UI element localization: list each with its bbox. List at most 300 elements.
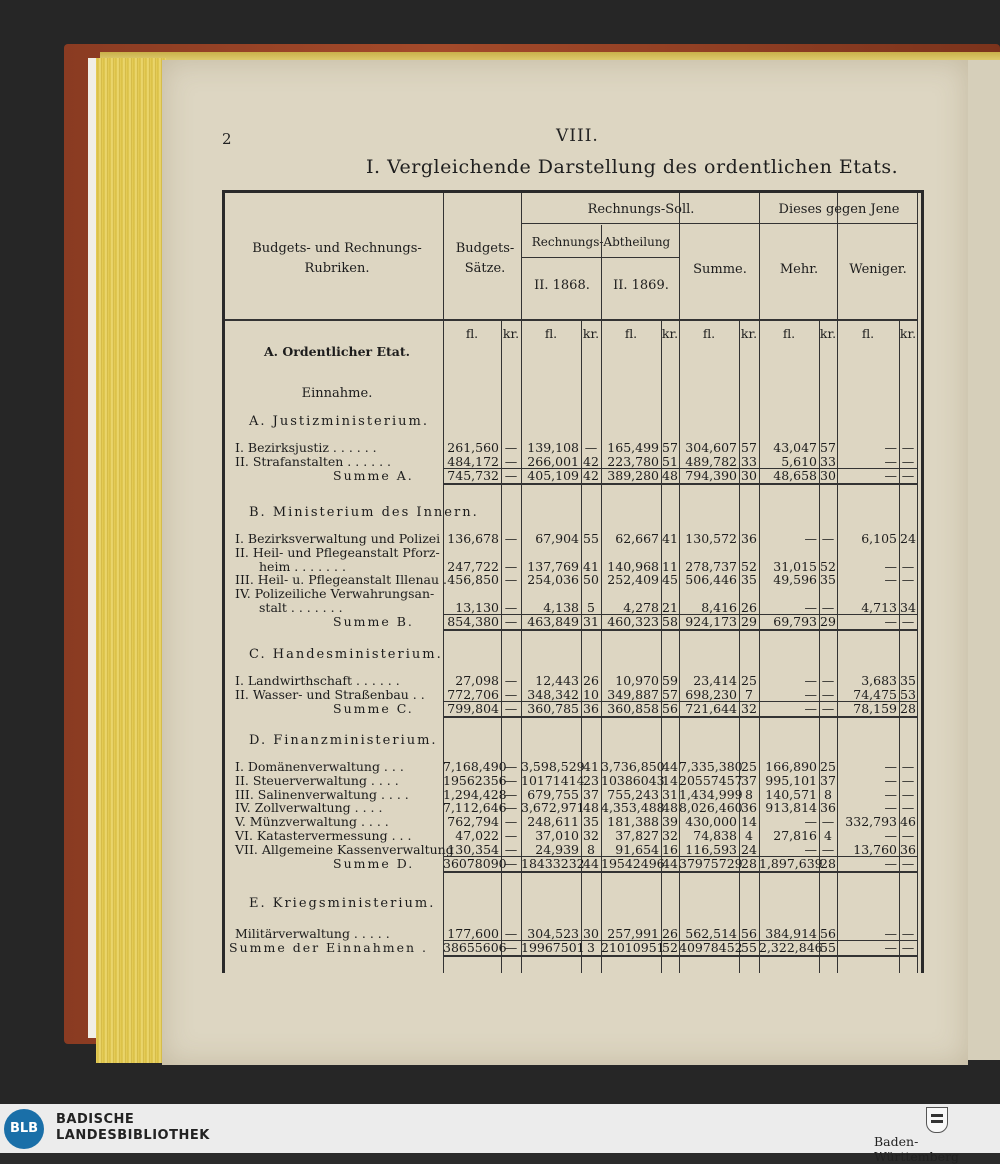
row-label: II. Strafanstalten . . . . . . <box>235 453 392 469</box>
cell-fl: 360,785 <box>527 700 579 716</box>
cell-kr: — <box>504 686 518 702</box>
cell-fl: 137,769 <box>527 558 579 574</box>
cell-kr: 41 <box>662 531 678 546</box>
cell-fl: 24,939 <box>535 841 579 857</box>
cell-fl: 384,914 <box>765 926 817 941</box>
cell-fl: 19967501 <box>521 939 585 955</box>
cell-kr: 36 <box>820 800 836 816</box>
cell-fl: 62,667 <box>615 531 659 546</box>
cell-fl: 762,794 <box>447 814 499 830</box>
cell-kr: 46 <box>900 814 916 830</box>
cell-fl: 4,713 <box>861 600 897 615</box>
unit-kr: kr. <box>582 326 600 341</box>
cell-kr: — <box>901 855 915 871</box>
unit-kr: kr. <box>819 326 837 341</box>
cell-fl: 140,968 <box>607 558 659 574</box>
cell-kr: 48 <box>662 800 678 816</box>
cell-fl: 913,814 <box>765 800 817 816</box>
cell-fl: 506,446 <box>685 572 737 588</box>
cell-fl: 13,130 <box>455 600 499 615</box>
sum-label: Summe B. <box>333 613 414 629</box>
unit-kr: kr. <box>740 326 758 341</box>
cell-fl: 772,706 <box>447 686 499 702</box>
cell-fl: 755,243 <box>607 786 659 802</box>
cell-kr: 48 <box>583 800 599 816</box>
cell-kr: — <box>821 814 835 830</box>
ministry-title: B. Ministerium des Innern. <box>249 505 479 520</box>
row-label: I. Domänenverwaltung . . . <box>235 759 404 774</box>
cell-kr: — <box>504 467 518 483</box>
cell-kr: 14 <box>741 814 757 830</box>
cell-fl: 23,414 <box>693 673 737 688</box>
blb-logo[interactable]: BLB <box>4 1109 44 1149</box>
cell-fl: 348,342 <box>527 686 579 702</box>
cell-fl: 261,560 <box>447 440 499 455</box>
sum-rule-bottom <box>443 871 917 873</box>
cell-fl: 67,904 <box>535 531 579 546</box>
row-label-cont: stalt . . . . . . . <box>259 600 343 615</box>
cell-fl: 10171414 <box>521 772 585 788</box>
cell-kr: 42 <box>583 453 599 469</box>
cell-kr: 28 <box>741 855 757 871</box>
cell-fl: 19562356 <box>443 772 507 788</box>
cell-kr: — <box>901 939 915 955</box>
cell-kr: 24 <box>741 841 757 857</box>
cell-kr: 44 <box>662 855 678 871</box>
row-label: III. Salinenverwaltung . . . . <box>235 786 409 802</box>
cell-kr: 56 <box>662 700 678 716</box>
cell-fl: — <box>804 531 817 546</box>
cell-fl: — <box>884 786 897 802</box>
cell-fl: 78,159 <box>853 700 897 716</box>
cell-kr: 57 <box>662 686 678 702</box>
cell-fl: 2,322,846 <box>759 939 823 955</box>
cell-kr: 30 <box>741 467 757 483</box>
sum-rule-bottom <box>443 716 917 718</box>
cell-fl: — <box>804 814 817 830</box>
cell-kr: 29 <box>741 613 757 629</box>
cell-fl: — <box>884 772 897 788</box>
cell-kr: 36 <box>741 800 757 816</box>
table-vline-kr <box>581 319 582 973</box>
unit-kr: kr. <box>661 326 679 341</box>
ministry-title: C. Handesministerium. <box>249 647 443 662</box>
cell-kr: 8 <box>824 786 832 802</box>
header-1869: II. 1869. <box>613 278 669 293</box>
ministry-title: E. Kriegsministerium. <box>249 896 436 911</box>
cell-kr: — <box>504 700 518 716</box>
cell-fl: — <box>884 467 897 483</box>
cell-kr: — <box>504 772 518 788</box>
cell-kr: 55 <box>583 531 599 546</box>
cell-kr: 7 <box>745 686 753 702</box>
cell-fl: 7,168,490 <box>443 759 507 774</box>
cell-kr: — <box>821 841 835 857</box>
header-mehr: Mehr. <box>779 262 819 277</box>
cell-kr: 21 <box>662 600 678 615</box>
unit-kr: kr. <box>899 326 917 341</box>
cell-kr: — <box>504 558 518 574</box>
cell-fl: 484,172 <box>447 453 499 469</box>
cell-kr: — <box>504 814 518 830</box>
cell-fl: 266,001 <box>527 453 579 469</box>
cell-fl: 794,390 <box>685 467 737 483</box>
cell-fl: 304,523 <box>527 926 579 941</box>
budget-table <box>222 190 924 973</box>
cell-kr: 48 <box>662 467 678 483</box>
cell-kr: — <box>901 453 915 469</box>
sum-rule-top <box>443 856 917 857</box>
cell-fl: 43,047 <box>773 440 817 455</box>
cell-fl: 8,026,460 <box>679 800 743 816</box>
cell-fl: — <box>884 939 897 955</box>
cell-fl: — <box>804 673 817 688</box>
row-label: III. Heil- u. Pflegeanstalt Illenau . <box>235 572 448 588</box>
row-label: I. Bezirksverwaltung und Polizei <box>235 531 441 546</box>
cell-kr: — <box>504 800 518 816</box>
cell-fl: 252,409 <box>607 572 659 588</box>
cell-fl: 74,838 <box>693 828 737 843</box>
table-vline-kr <box>899 319 900 973</box>
cell-fl: — <box>884 855 897 871</box>
cell-fl: 37,827 <box>615 828 659 843</box>
cell-kr: 26 <box>662 926 678 941</box>
unit-fl: fl. <box>702 326 716 341</box>
cell-fl: 165,499 <box>607 440 659 455</box>
header-rubric: Budgets- und Rechnungs-Rubriken. <box>252 241 422 276</box>
cell-kr: 53 <box>900 686 916 702</box>
table-hline <box>521 223 917 224</box>
cell-kr: 57 <box>820 440 836 455</box>
table-vline-kr <box>661 319 662 973</box>
cell-kr: 56 <box>820 926 836 941</box>
cell-fl: 304,607 <box>685 440 737 455</box>
cell-kr: 36 <box>900 841 916 857</box>
cell-kr: 57 <box>741 440 757 455</box>
cell-kr: 55 <box>820 939 836 955</box>
cell-kr: — <box>821 600 835 615</box>
cell-kr: 37 <box>583 786 599 802</box>
cell-kr: 35 <box>741 572 757 588</box>
cell-kr: 59 <box>662 673 678 688</box>
coat-of-arms-icon <box>926 1107 948 1133</box>
cell-fl: — <box>804 686 817 702</box>
cell-fl: 10,970 <box>615 673 659 688</box>
cell-fl: 140,571 <box>765 786 817 802</box>
cell-fl: 247,722 <box>447 558 499 574</box>
cell-kr: 37 <box>820 772 836 788</box>
row-label: II. Steuerverwaltung . . . . <box>235 772 399 788</box>
cell-fl: 48,658 <box>773 467 817 483</box>
sum-label: Summe D. <box>333 855 415 871</box>
cell-kr: 28 <box>820 855 836 871</box>
cell-fl: 10386043 <box>601 772 665 788</box>
cell-fl: 7,335,380 <box>679 759 743 774</box>
cell-fl: 21010951 <box>601 939 665 955</box>
cell-kr: — <box>504 440 518 455</box>
cell-kr: 34 <box>900 600 916 615</box>
ministry-title: A. Justizministerium. <box>249 414 429 429</box>
cell-kr: 36 <box>741 531 757 546</box>
cell-fl: 995,101 <box>765 772 817 788</box>
cell-kr: 35 <box>583 814 599 830</box>
cell-fl: 20557457 <box>679 772 743 788</box>
cell-fl: 6,105 <box>861 531 897 546</box>
cell-fl: 456,850 <box>447 572 499 588</box>
cell-fl: — <box>884 828 897 843</box>
cell-fl: — <box>804 700 817 716</box>
sum-rule-bottom <box>443 483 917 485</box>
row-label-cont: heim . . . . . . . <box>259 558 346 574</box>
cell-kr: — <box>504 786 518 802</box>
partner-name: Baden-Württemberg <box>874 1134 960 1164</box>
cell-fl: 4,278 <box>623 600 659 615</box>
cell-fl: — <box>884 572 897 588</box>
header-vergleich: Dieses gegen Jene <box>778 202 900 217</box>
cell-fl: 721,644 <box>685 700 737 716</box>
sum-rule-top <box>443 614 917 615</box>
cell-fl: 430,000 <box>685 814 737 830</box>
table-hline <box>521 257 679 258</box>
cell-fl: 19542496 <box>601 855 665 871</box>
cell-kr: 41 <box>583 558 599 574</box>
sum-rule-bottom <box>443 629 917 631</box>
cell-kr: 52 <box>662 939 678 955</box>
row-label: IV. Zollverwaltung . . . . <box>235 800 383 816</box>
cell-fl: 254,036 <box>527 572 579 588</box>
section-einnahme: Einnahme. <box>301 386 373 401</box>
cell-fl: 360,858 <box>607 700 659 716</box>
page-number: 2 <box>222 130 232 148</box>
cell-kr: 31 <box>662 786 678 802</box>
cell-fl: 38655606 <box>443 939 507 955</box>
cell-fl: — <box>804 600 817 615</box>
cell-fl: 679,755 <box>527 786 579 802</box>
cell-kr: — <box>504 572 518 588</box>
cell-kr: — <box>901 440 915 455</box>
table-vline <box>917 193 918 973</box>
row-label: IV. Polizeiliche Verwahrungsan- <box>235 586 435 602</box>
cell-kr: 8 <box>587 841 595 857</box>
unit-fl: fl. <box>861 326 875 341</box>
sum-label: Summe C. <box>333 700 414 716</box>
cell-kr: — <box>504 828 518 843</box>
cell-kr: — <box>821 686 835 702</box>
header-weniger: Weniger. <box>849 262 907 277</box>
cell-kr: 37 <box>741 772 757 788</box>
cell-kr: 30 <box>583 926 599 941</box>
cell-fl: 5,610 <box>781 453 817 469</box>
cell-kr: — <box>504 531 518 546</box>
cell-fl: 223,780 <box>607 453 659 469</box>
cell-fl: 1,434,999 <box>679 786 743 802</box>
cell-kr: 51 <box>662 453 678 469</box>
cell-fl: 36078090 <box>443 855 507 871</box>
cell-fl: 745,732 <box>447 467 499 483</box>
cell-kr: — <box>901 613 915 629</box>
sum-label: Summe der Einnahmen . <box>229 939 429 955</box>
row-label: II. Wasser- und Straßenbau . . <box>235 686 425 702</box>
cell-fl: 1,294,428 <box>443 786 507 802</box>
page-edge-white <box>88 58 96 1038</box>
cell-fl: 18433232 <box>521 855 585 871</box>
cell-kr: — <box>821 700 835 716</box>
cell-kr: 36 <box>583 700 599 716</box>
library-name[interactable] <box>56 1112 210 1144</box>
unit-fl: fl. <box>465 326 479 341</box>
cell-fl: 389,280 <box>607 467 659 483</box>
cell-kr: — <box>901 572 915 588</box>
cell-kr: 32 <box>583 828 599 843</box>
cell-kr: 3 <box>587 939 595 955</box>
page-title: I. Vergleichende Darstellung des ordentlichen Etats. <box>366 156 899 178</box>
sum-rule-top <box>443 701 917 702</box>
cell-kr: 58 <box>662 613 678 629</box>
cell-fl: 69,793 <box>773 613 817 629</box>
cell-fl: 854,380 <box>447 613 499 629</box>
section-ordentlich: A. Ordentlicher Etat. <box>263 344 411 359</box>
cell-kr: — <box>901 800 915 816</box>
cell-fl: 924,173 <box>685 613 737 629</box>
cell-kr: — <box>901 759 915 774</box>
cell-fl: 13,760 <box>853 841 897 857</box>
cell-fl: 49,596 <box>773 572 817 588</box>
cell-fl: 405,109 <box>527 467 579 483</box>
cell-fl: 4,353,488 <box>601 800 665 816</box>
cell-kr: — <box>901 772 915 788</box>
cell-fl: 799,804 <box>447 700 499 716</box>
header-1868: II. 1868. <box>534 278 590 293</box>
header-abtheilung: Rechnungs-Abtheilung <box>531 235 671 249</box>
cell-fl: 3,683 <box>861 673 897 688</box>
cell-kr: 42 <box>583 467 599 483</box>
cell-kr: 25 <box>741 673 757 688</box>
cell-kr: — <box>821 531 835 546</box>
cell-kr: 32 <box>662 828 678 843</box>
cell-fl: 40978452 <box>679 939 743 955</box>
cell-kr: — <box>901 828 915 843</box>
cell-kr: 32 <box>741 700 757 716</box>
cell-kr: — <box>901 467 915 483</box>
cell-kr: 44 <box>662 759 678 774</box>
cell-fl: 698,230 <box>685 686 737 702</box>
cell-fl: 332,793 <box>845 814 897 830</box>
cell-kr: 23 <box>583 772 599 788</box>
cell-kr: — <box>901 558 915 574</box>
cell-kr: 10 <box>583 686 599 702</box>
cell-fl: 278,737 <box>685 558 737 574</box>
library-name-line2: LANDESBIBLIOTHEK <box>56 1128 210 1143</box>
cell-fl: 181,388 <box>607 814 659 830</box>
sum-label: Summe A. <box>333 467 414 483</box>
row-label: VI. Katastervermessung . . . <box>235 828 412 843</box>
unit-kr: kr. <box>502 326 520 341</box>
cell-kr: — <box>821 673 835 688</box>
cell-kr: 30 <box>820 467 836 483</box>
cell-kr: 44 <box>583 855 599 871</box>
cell-kr: — <box>504 613 518 629</box>
row-label: II. Heil- und Pflegeanstalt Pforz- <box>235 544 440 560</box>
cell-fl: — <box>884 800 897 816</box>
cell-fl: — <box>884 759 897 774</box>
cell-kr: — <box>504 841 518 857</box>
right-page-edge <box>968 60 1000 1060</box>
cell-kr: 56 <box>741 926 757 941</box>
cell-kr: 28 <box>900 700 916 716</box>
row-label: I. Landwirthschaft . . . . . . <box>235 673 400 688</box>
cell-fl: 3,736,850 <box>601 759 665 774</box>
cell-fl: 27,816 <box>773 828 817 843</box>
cell-fl: — <box>884 440 897 455</box>
cell-fl: 27,098 <box>455 673 499 688</box>
cell-kr: — <box>584 440 598 455</box>
cell-kr: 39 <box>662 814 678 830</box>
cell-fl: 177,600 <box>447 926 499 941</box>
cell-kr: — <box>504 759 518 774</box>
cell-kr: — <box>504 600 518 615</box>
cell-fl: 130,354 <box>447 841 499 857</box>
sum-rule-top <box>443 468 917 469</box>
table-vline-kr <box>739 319 740 973</box>
cell-fl: 3,672,971 <box>521 800 585 816</box>
cell-fl: 1,897,639 <box>759 855 823 871</box>
cell-kr: — <box>901 786 915 802</box>
cell-fl: 37975729 <box>679 855 743 871</box>
cell-kr: 41 <box>583 759 599 774</box>
cell-kr: 26 <box>741 600 757 615</box>
row-label: I. Bezirksjustiz . . . . . . <box>235 440 377 455</box>
row-label: VII. Allgemeine Kassenverwaltung <box>235 841 454 857</box>
cell-fl: 7,112,646 <box>443 800 507 816</box>
ministry-title: D. Finanzministerium. <box>249 733 438 748</box>
cell-kr: 35 <box>900 673 916 688</box>
cell-fl: — <box>804 841 817 857</box>
cell-kr: 52 <box>820 558 836 574</box>
cell-fl: 37,010 <box>535 828 579 843</box>
cell-kr: 26 <box>583 673 599 688</box>
cell-fl: 3,598,529 <box>521 759 585 774</box>
cell-fl: 460,323 <box>607 613 659 629</box>
cell-kr: 14 <box>662 772 678 788</box>
table-vline-kr <box>819 319 820 973</box>
cell-fl: 91,654 <box>615 841 659 857</box>
sum-rule-top <box>443 940 917 941</box>
page-stack <box>96 58 166 1063</box>
cell-fl: 166,890 <box>765 759 817 774</box>
cell-fl: 8,416 <box>701 600 737 615</box>
row-label: Militärverwaltung . . . . . <box>235 926 390 941</box>
cell-fl: 74,475 <box>853 686 897 702</box>
header-budget: Budgets-Sätze. <box>455 241 515 276</box>
table-vline-kr <box>501 319 502 973</box>
cell-fl: — <box>884 613 897 629</box>
cell-kr: — <box>504 939 518 955</box>
cell-fl: 12,443 <box>535 673 579 688</box>
cell-fl: 47,022 <box>455 828 499 843</box>
header-soll: Rechnungs-Soll. <box>587 202 695 217</box>
running-head: VIII. <box>556 126 599 146</box>
cell-fl: 136,678 <box>447 531 499 546</box>
cell-kr: 33 <box>741 453 757 469</box>
cell-fl: 4,138 <box>543 600 579 615</box>
cell-kr: 29 <box>820 613 836 629</box>
cell-fl: — <box>884 558 897 574</box>
cell-kr: — <box>504 926 518 941</box>
cell-fl: 116,593 <box>685 841 737 857</box>
cell-fl: 248,611 <box>527 814 579 830</box>
cell-kr: — <box>901 926 915 941</box>
unit-fl: fl. <box>544 326 558 341</box>
